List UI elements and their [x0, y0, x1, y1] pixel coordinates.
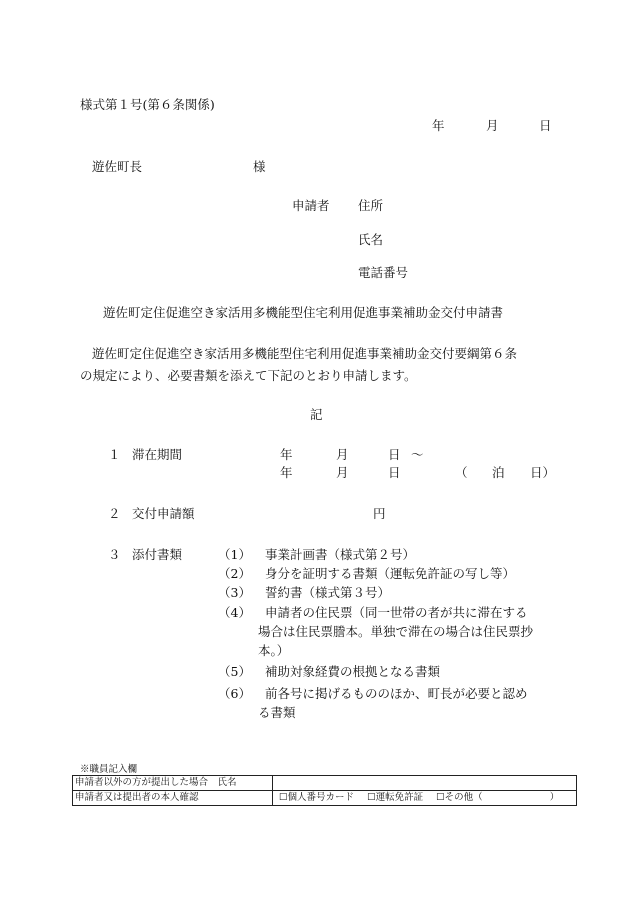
- stay-start-month: 月: [336, 447, 349, 462]
- item-3-label: 添付書類: [132, 547, 183, 562]
- attachment-2-number: （2）: [218, 566, 251, 581]
- stay-days-label: 日）: [530, 465, 556, 480]
- attachment-6-text: 前各号に掲げるもののほか、町長が必要と認め: [265, 686, 528, 701]
- item-1-label: 滞在期間: [132, 447, 183, 462]
- document-title: 遊佐町定住促進空き家活用多機能型住宅利用促進事業補助金交付申請書: [103, 305, 504, 320]
- stay-end-day: 日: [388, 465, 401, 480]
- submitter-name-field[interactable]: [273, 776, 577, 791]
- other-close-paren: ）: [549, 792, 560, 803]
- stay-end-month: 月: [336, 465, 349, 480]
- attachment-2-text: 身分を証明する書類（運転免許証の写し等）: [265, 566, 516, 581]
- item-2-number: ２: [108, 506, 121, 521]
- attachment-4-number: （4）: [218, 605, 251, 620]
- stay-tilde: ～: [411, 447, 424, 462]
- addressee-honorific: 様: [253, 159, 266, 174]
- form-number: 様式第１号(第６条関係): [80, 97, 215, 112]
- attachment-4-text-cont-1: 場合は住民票謄本。単独で滞在の場合は住民票抄: [258, 624, 534, 639]
- amount-unit: 円: [373, 506, 386, 521]
- stay-start-day: 日: [388, 447, 401, 462]
- checkbox-my-number-card[interactable]: ☐個人番号カード: [279, 792, 355, 803]
- checkbox-drivers-license[interactable]: ☐運転免許証: [367, 792, 424, 803]
- attachment-3-text: 誓約書（様式第３号）: [265, 585, 391, 600]
- stay-end-year: 年: [280, 465, 293, 480]
- phone-label: 電話番号: [358, 265, 409, 280]
- stay-nights-label: 泊: [492, 465, 505, 480]
- date-day-label: 日: [539, 118, 552, 133]
- staff-row-submitter: [73, 776, 577, 791]
- attachment-3-number: （3）: [218, 585, 251, 600]
- item-1-number: １: [108, 447, 121, 462]
- item-3-number: ３: [108, 547, 121, 562]
- attachment-4-text: 申請者の住民票（同一世帯の者が共に滞在する: [265, 605, 528, 620]
- identity-check-options: [273, 791, 577, 806]
- checkbox-other[interactable]: ☐その他（: [436, 792, 483, 803]
- attachment-6-text-cont-1: る書類: [258, 705, 296, 720]
- body-line-2: の規定により、必要書類を添えて下記のとおり申請します。: [80, 368, 417, 383]
- attachment-1-number: （1）: [218, 547, 251, 562]
- attachment-4-text-cont-2: 本。）: [258, 643, 290, 658]
- attachment-5-text: 補助対象経費の根拠となる書類: [265, 664, 441, 679]
- submitter-name-label: 申請者以外の方が提出した場合 氏名: [73, 776, 273, 791]
- staff-row-identity: [73, 791, 577, 806]
- ki-label: 記: [310, 407, 323, 422]
- staff-table: [72, 775, 577, 806]
- identity-check-label: 申請者又は提出者の本人確認: [73, 791, 273, 806]
- attachment-1-text: 事業計画書（様式第２号）: [265, 547, 416, 562]
- attachment-6-number: （6）: [218, 686, 251, 701]
- applicant-label: 申請者: [292, 198, 330, 213]
- item-2-label: 交付申請額: [132, 506, 195, 521]
- name-label: 氏名: [358, 232, 384, 247]
- address-label: 住所: [358, 198, 384, 213]
- stay-paren-open: （: [455, 465, 468, 480]
- addressee-name: 遊佐町長: [92, 159, 143, 174]
- date-month-label: 月: [486, 118, 499, 133]
- stay-start-year: 年: [280, 447, 293, 462]
- date-year-label: 年: [432, 118, 445, 133]
- staff-section-heading: ※職員記入欄: [80, 764, 138, 775]
- attachment-5-number: （5）: [218, 664, 251, 679]
- body-line-1: 遊佐町定住促進空き家活用多機能型住宅利用促進事業補助金交付要綱第６条: [92, 346, 518, 361]
